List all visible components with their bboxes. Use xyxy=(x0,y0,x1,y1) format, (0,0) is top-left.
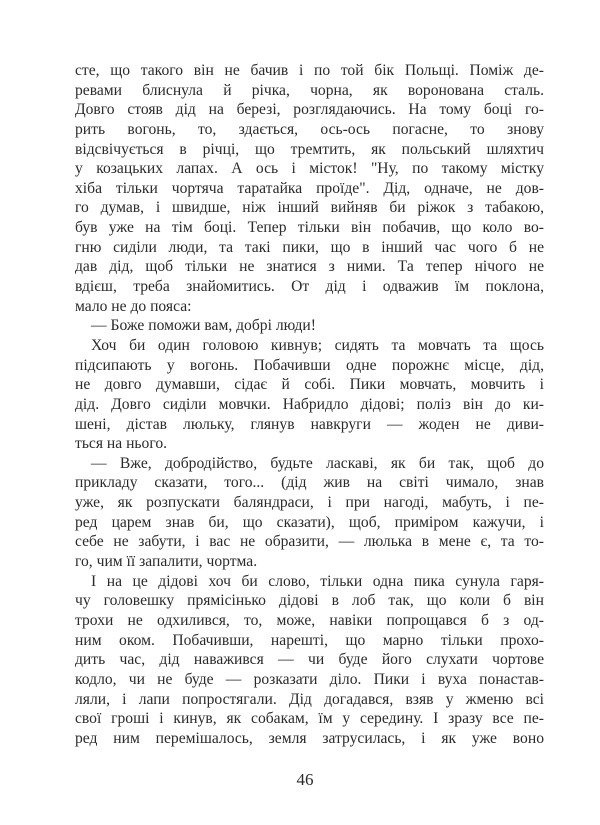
text-line: свої гроші і кинув, як собакам, їм у середину. І зразу все пе- xyxy=(75,710,544,728)
text-line: дав дід, щоб тільки не знатися з ними. Та тепер нічого не xyxy=(75,258,544,276)
text-line: себе не забути, і вас не образити, — люлька в мене є, та то- xyxy=(75,533,544,551)
text-line: го думав, і швидше, ніж інший вийняв би ріжок з табакою, xyxy=(75,199,544,217)
text-line: у козацьких лапах. А ось і місток! "Ну, по такому містку xyxy=(75,160,544,178)
page-number: 46 xyxy=(296,770,314,789)
text-line: трохи не одхилився, то, може, навіки попрощався б з од- xyxy=(75,611,544,629)
text-line: шені, дістав люльку, глянув навкруги — жоден не диви- xyxy=(75,415,544,433)
text-line: був уже на тім боці. Тепер тільки він побачив, що коло во- xyxy=(75,219,544,237)
text-line: ляли, і лапи попростягали. Дід догадався, взяв у жменю всі xyxy=(75,690,544,708)
text-line: хіба тільки чортяча таратайка проїде". Дід, одначе, не дов- xyxy=(75,179,544,197)
text-line: прикладу сказати, того... (дід жив на світі чимало, знав xyxy=(75,474,544,492)
text-line: І на це дідові хоч би слово, тільки одна пика сунула гаря- xyxy=(91,572,544,590)
text-line: — Вже, добродійство, будьте ласкаві, як би так, щоб до xyxy=(91,454,544,472)
text-line: гню сиділи люди, та такі пики, що в інший час чого б не xyxy=(75,238,544,256)
text-line: відсвічується в річці, що тремтить, як польський шляхтич xyxy=(75,140,544,158)
page-text xyxy=(75,61,544,748)
text-line: уже, як розпускати баляндраси, і при нагоді, мабуть, і пе- xyxy=(75,494,544,512)
text-line: — Боже поможи вам, добрі люди! xyxy=(91,317,316,335)
text-line: Хоч би один головою кивнув; сидять та мовчать та щось xyxy=(91,336,544,354)
text-line: ред ним перемішалось, земля затрусилась, і як уже воно xyxy=(75,729,544,747)
text-line: ним оком. Побачивши, нарешті, що марно тільки прохо- xyxy=(75,631,544,649)
text-line: Довго стояв дід на березі, розглядаючись. На тому боці го- xyxy=(75,101,544,119)
text-line: вдієш, треба знайомитись. От дід і одважив їм поклона, xyxy=(75,278,544,296)
text-line: го, чим її запалити, чортма. xyxy=(75,553,258,571)
text-line: рить вогонь, то, здається, ось-ось погасне, то знову xyxy=(75,120,544,138)
text-line: не довго думавши, сідає й собі. Пики мовчать, мовчить і xyxy=(75,376,544,394)
text-line: кодло, чи не буде — розказати діло. Пики і вуха понастав- xyxy=(75,670,544,688)
text-line: чу головешку прямісінько дідові в лоб так, що коли б він xyxy=(75,592,544,610)
text-line: мало не до пояса: xyxy=(75,297,192,315)
text-line: ться на нього. xyxy=(75,435,168,453)
text-line: ревами блиснула й річка, чорна, як воронована сталь. xyxy=(75,81,544,99)
text-line: сте, що такого він не бачив і по той бік Польщі. Поміж де- xyxy=(75,62,544,79)
text-line: дід. Довго сиділи мовчки. Набридло дідові; поліз він до ки- xyxy=(75,395,544,413)
text-line: підсипають у вогонь. Побачивши одне порожнє місце, дід, xyxy=(75,356,544,374)
text-line: дить час, дід наважився — чи буде його слухати чортове xyxy=(75,651,544,669)
text-line: ред царем знав би, що сказати), щоб, приміром кажучи, і xyxy=(75,513,544,531)
